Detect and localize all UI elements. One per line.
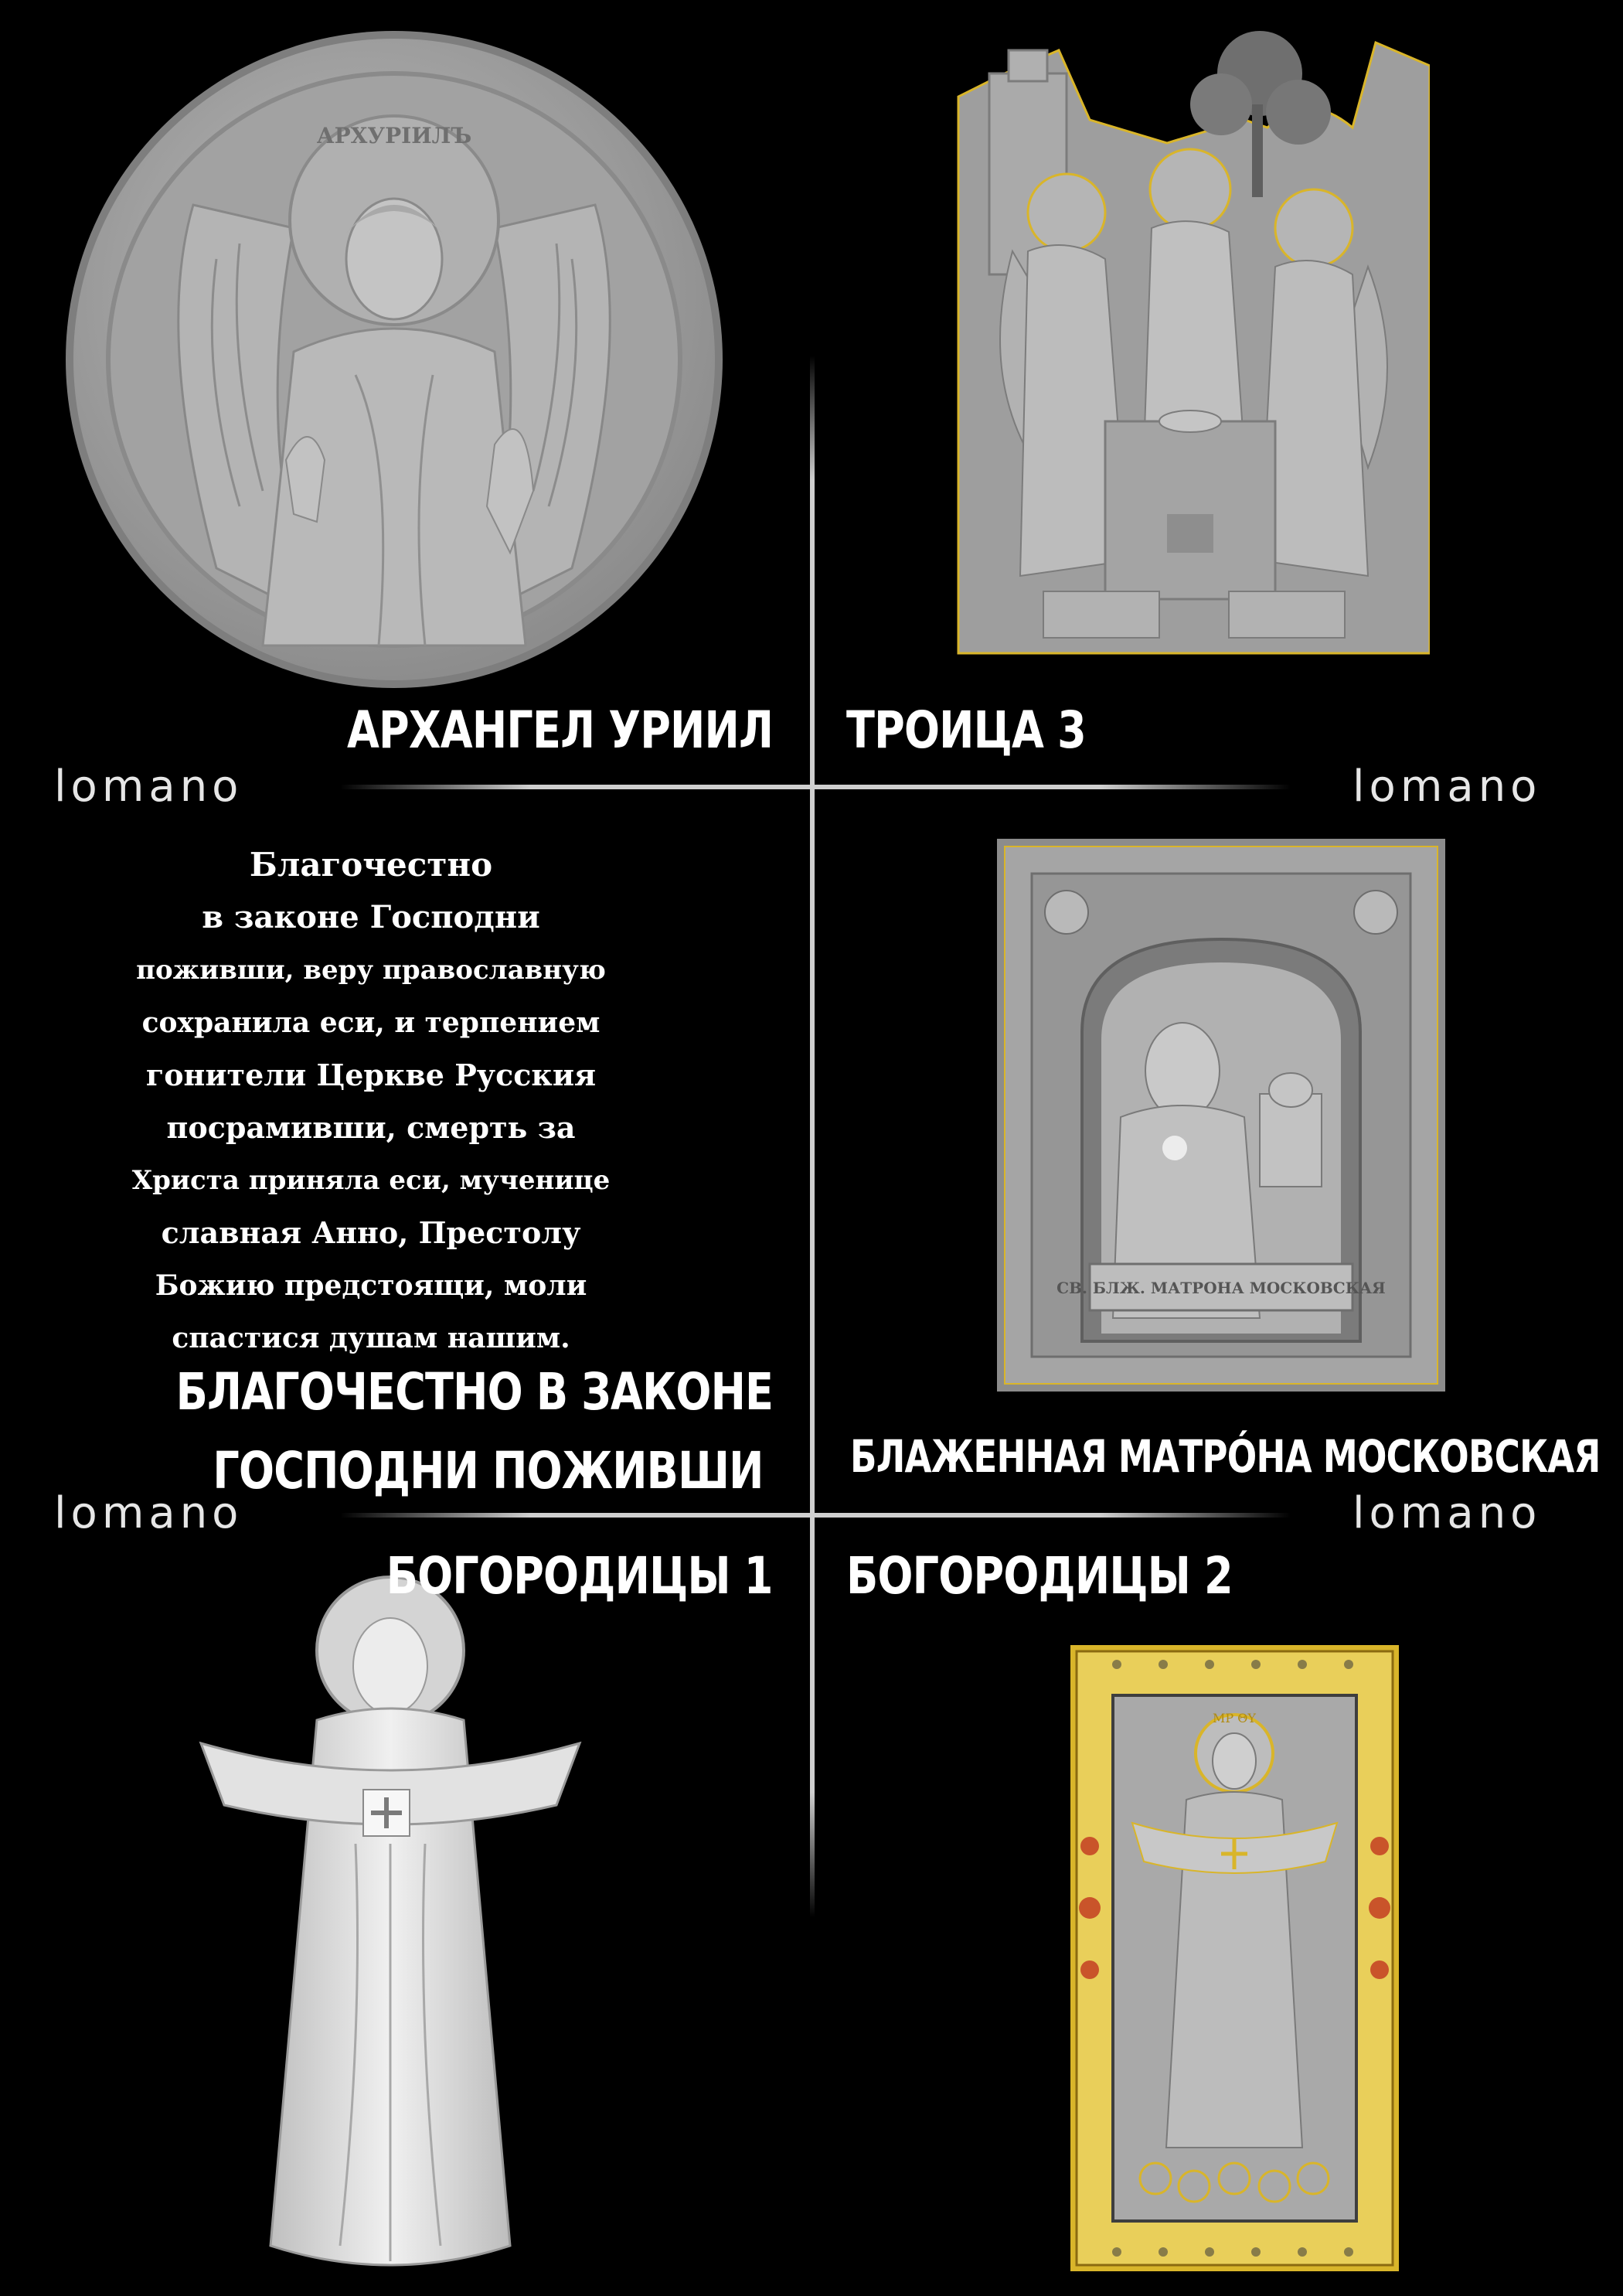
prayer-line: Божию предстоящи, моли xyxy=(155,1269,587,1302)
brand-logo: lomano xyxy=(1352,761,1542,812)
title-matrona: БЛАЖЕННАЯ МАТРÓНА МОСКОВСКАЯ xyxy=(850,1430,1601,1483)
prayer-line: сохранила еси, и терпением xyxy=(141,1007,601,1039)
horizontal-divider-top xyxy=(340,785,1291,789)
title-prayer-line-1: БЛАГОЧЕСТНО В ЗАКОНЕ xyxy=(175,1362,773,1422)
title-theotokos-2: БОГОРОДИЦЫ 2 xyxy=(846,1546,1233,1606)
theotokos-framed-icon xyxy=(1070,1645,1399,2271)
matrona-plaque: СВ. БЛЖ. МАТРОНА МОСКОВСКАЯ xyxy=(1056,1279,1386,1297)
brand-logo: lomano xyxy=(54,761,243,812)
prayer-line: Христа приняла еси, мученице xyxy=(131,1165,611,1196)
prayer-line: поживши, веру православную xyxy=(136,955,606,986)
prayer-line: гонители Церкве Русския xyxy=(145,1058,597,1092)
icon-letters: МР ΘΥ xyxy=(1213,1711,1256,1725)
archangel-uriel-medallion xyxy=(62,27,726,692)
matrona-icon-panel xyxy=(997,839,1445,1392)
prayer-line: спастися душам нашим. xyxy=(172,1322,570,1354)
prayer-line: славная Анно, Престолу xyxy=(161,1215,581,1250)
holy-trinity-carving xyxy=(935,19,1430,676)
prayer-line: в законе Господни xyxy=(202,899,540,935)
title-trinity: ТРОИЦА 3 xyxy=(846,700,1086,760)
prayer-line: Благочестно xyxy=(249,846,493,884)
title-prayer-line-2: ГОСПОДНИ ПОЖИВШИ xyxy=(213,1441,764,1501)
prayer-text xyxy=(93,839,649,1364)
medallion-inscription: АРХУРІИЛЪ xyxy=(316,123,472,148)
title-theotokos-1: БОГОРОДИЦЫ 1 xyxy=(386,1546,773,1606)
horizontal-divider-bottom xyxy=(340,1513,1291,1518)
brand-logo: lomano xyxy=(54,1488,243,1538)
vertical-divider xyxy=(810,356,815,1917)
title-archangel-uriel: АРХАНГЕЛ УРИИЛ xyxy=(346,700,773,760)
prayer-line: посрамивши, смерть за xyxy=(166,1110,576,1145)
brand-logo: lomano xyxy=(1352,1488,1542,1538)
theotokos-statue xyxy=(185,1565,595,2296)
